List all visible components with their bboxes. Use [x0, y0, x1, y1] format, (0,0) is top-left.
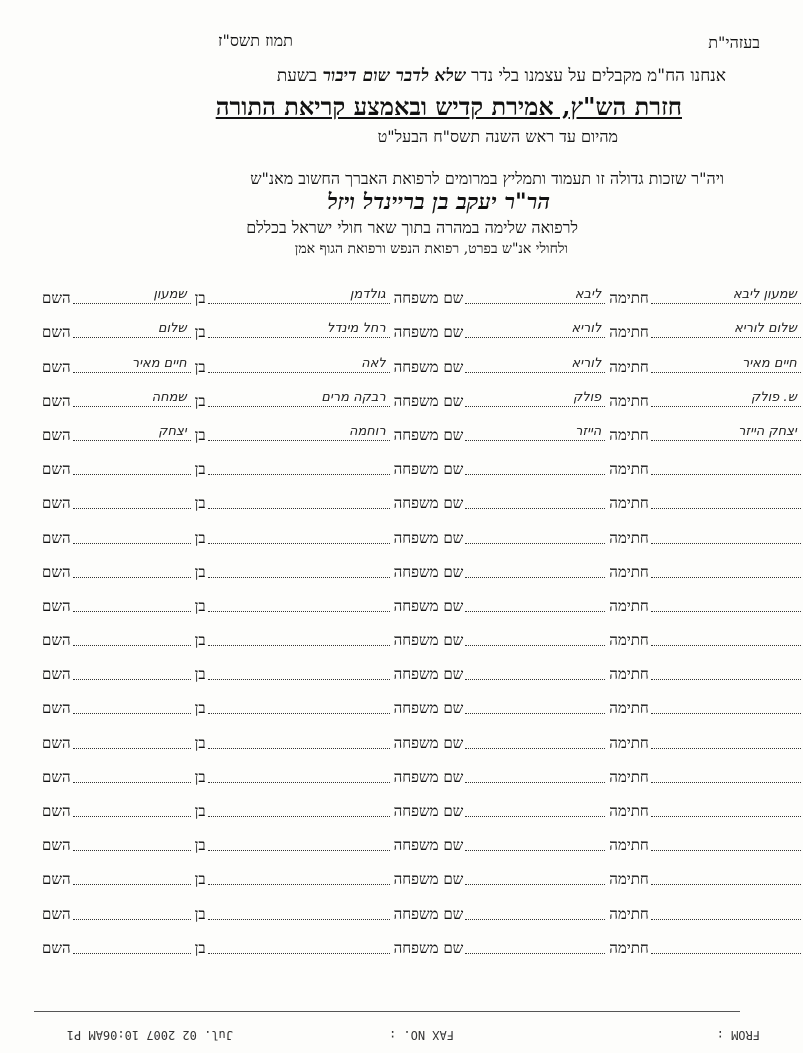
name-field-label: השם — [42, 938, 71, 957]
name-field-handwriting: חיים מאיר — [131, 355, 187, 371]
signature-field[interactable] — [651, 567, 801, 578]
table-row — [40, 684, 740, 718]
name-field-group — [40, 870, 193, 889]
name-field[interactable] — [73, 601, 191, 612]
ben-field-label: בן — [194, 494, 206, 513]
ben-field[interactable] — [208, 533, 390, 544]
table-row — [40, 889, 740, 923]
ben-field[interactable] — [208, 321, 390, 338]
family-name-field[interactable] — [465, 943, 605, 954]
signature-field-label: חתימה — [609, 802, 649, 820]
family-name-field[interactable] — [465, 533, 605, 544]
name-field-label: השם — [42, 802, 71, 820]
name-field[interactable] — [73, 464, 191, 475]
name-field[interactable] — [73, 806, 191, 817]
intro-emphasis: שלא לדבר שום דיבור — [322, 66, 466, 86]
family-name-field-group — [392, 460, 608, 479]
signature-field[interactable] — [651, 355, 801, 373]
ben-field-label: בן — [194, 733, 206, 752]
ben-field[interactable] — [208, 498, 390, 509]
name-field-group — [40, 768, 193, 787]
healing-line-2: ולחולי אנ"ש בפרט, רפואת הנפש ורפואת הגוף אמן — [294, 241, 568, 257]
name-field-label: השם — [42, 596, 71, 615]
footer-divider — [34, 1011, 740, 1012]
signature-field-group — [607, 529, 802, 548]
ben-field[interactable] — [208, 840, 390, 851]
family-name-field-label: שם משפחה — [393, 938, 464, 957]
signature-field[interactable] — [651, 840, 801, 851]
page-title: חזרת הש"ץ, אמירת קדיש ובאמצע קריאת התורה — [215, 92, 682, 121]
family-name-field-label: שם משפחה — [393, 767, 464, 786]
table-row — [40, 548, 740, 582]
ben-field-handwriting: רחל מינדל — [326, 321, 386, 337]
family-name-field-group — [392, 905, 608, 924]
ben-field-group — [193, 460, 392, 479]
name-field-handwriting: יצחק — [158, 423, 187, 439]
ben-field-group — [193, 597, 392, 616]
family-name-field[interactable] — [465, 738, 605, 749]
signature-field[interactable] — [651, 738, 801, 749]
ben-field[interactable] — [208, 806, 390, 817]
ben-field-label: בן — [194, 562, 206, 581]
name-field[interactable] — [73, 738, 191, 749]
family-name-field[interactable] — [465, 703, 605, 714]
ben-field-label: בן — [194, 836, 206, 855]
table-row — [40, 445, 740, 479]
table-row — [40, 718, 740, 752]
ben-field-label: בן — [194, 323, 206, 342]
signature-field-label: חתימה — [609, 904, 649, 923]
ben-field-group — [193, 494, 392, 513]
ben-field-group — [193, 665, 392, 684]
family-name-field[interactable] — [465, 498, 605, 509]
signature-field[interactable] — [651, 423, 801, 441]
healing-line: לרפואה שלימה במהרה בתוך שאר חולי ישראל בכללם — [246, 218, 578, 237]
family-name-field[interactable] — [465, 321, 605, 338]
family-name-field[interactable] — [465, 287, 605, 304]
name-field-group — [40, 563, 193, 582]
signature-field-label: חתימה — [609, 938, 649, 957]
ben-field-label: בן — [194, 631, 206, 650]
name-field[interactable] — [73, 943, 191, 954]
name-field[interactable] — [73, 840, 191, 851]
signature-field-label: חתימה — [609, 494, 649, 513]
name-field-group — [40, 355, 193, 377]
name-field-label: השם — [42, 562, 71, 581]
table-row — [40, 924, 740, 958]
signature-field[interactable] — [651, 909, 801, 920]
signature-field-group — [607, 423, 802, 445]
intro-text-c: בשעת — [276, 66, 318, 86]
name-field[interactable] — [73, 498, 191, 509]
family-name-field-label: שם משפחה — [393, 733, 464, 752]
ben-field-group — [193, 734, 392, 753]
signature-field-label: חתימה — [609, 767, 649, 786]
name-field-label: השם — [42, 289, 71, 308]
ben-field-group — [193, 870, 392, 889]
family-name-field-label: שם משפחה — [393, 562, 464, 581]
name-field-group — [40, 631, 193, 650]
signature-field-group — [607, 870, 802, 889]
name-field[interactable] — [73, 874, 191, 885]
table-row — [40, 787, 740, 821]
name-field-handwriting: שלום — [157, 321, 187, 337]
name-field-group — [40, 460, 193, 479]
family-name-field-label: שם משפחה — [393, 699, 464, 718]
signature-field-label: חתימה — [609, 733, 649, 752]
ben-field[interactable] — [208, 601, 390, 612]
fax-from: FROM : — [716, 1028, 760, 1042]
family-name-field-group — [392, 563, 608, 582]
header-blessing: בעזהי"ת — [708, 33, 760, 52]
name-field[interactable] — [73, 669, 191, 680]
fax-datetime: Jul. 02 2007 10:06AM P1 — [66, 1028, 233, 1042]
family-name-field-group — [392, 699, 608, 718]
header-date: תמוז תשס"ז — [218, 31, 293, 50]
signature-field-label: חתימה — [609, 596, 649, 615]
signature-field[interactable] — [651, 669, 801, 680]
family-name-field-group — [392, 665, 608, 684]
ben-field[interactable] — [208, 738, 390, 749]
name-field-label: השם — [42, 460, 71, 479]
family-name-field-group — [392, 494, 608, 513]
ben-field[interactable] — [208, 389, 390, 407]
ben-field-label: בן — [194, 528, 206, 547]
name-field-group — [40, 836, 193, 855]
ben-field[interactable] — [208, 355, 390, 373]
family-name-field-handwriting: הייזר — [575, 423, 602, 439]
family-name-field-label: שם משפחה — [393, 870, 464, 889]
name-field[interactable] — [73, 567, 191, 578]
ben-field[interactable] — [208, 635, 390, 646]
family-name-field-group — [392, 355, 608, 377]
fax-number: FAX NO. : — [388, 1028, 454, 1042]
signature-field-group — [607, 597, 802, 616]
family-name-field[interactable] — [465, 909, 605, 920]
ben-field[interactable] — [208, 943, 390, 954]
table-row — [40, 616, 740, 650]
signature-field-label: חתימה — [609, 391, 649, 410]
table-row — [40, 650, 740, 684]
family-name-field-label: שם משפחה — [393, 391, 464, 410]
signature-field-label: חתימה — [609, 425, 649, 444]
ben-field[interactable] — [208, 874, 390, 885]
ben-field-label: בן — [194, 767, 206, 786]
family-name-field-label: שם משפחה — [393, 528, 464, 547]
signature-field[interactable] — [651, 287, 801, 304]
name-field-group — [40, 494, 193, 513]
name-field-label: השם — [42, 767, 71, 786]
signature-field[interactable] — [651, 464, 801, 475]
table-row — [40, 753, 740, 787]
ben-field-group — [193, 631, 392, 650]
family-name-field-handwriting: ליבא — [574, 287, 602, 303]
ben-field-label: בן — [194, 425, 206, 444]
family-name-field-handwriting: לוריא — [571, 355, 602, 371]
ben-field-handwriting: גולדמן — [349, 287, 386, 303]
family-name-field-label: שם משפחה — [393, 631, 464, 650]
signature-field[interactable] — [651, 389, 801, 407]
signature-field-label: חתימה — [609, 665, 649, 684]
ben-field-group — [193, 939, 392, 958]
family-name-field-label: שם משפחה — [393, 460, 464, 479]
table-row — [40, 582, 740, 616]
ben-field-label: בן — [194, 870, 206, 889]
signature-field-group — [607, 289, 802, 308]
signature-field-group — [607, 768, 802, 787]
fax-footer — [0, 1024, 778, 1044]
ben-field-label: בן — [194, 938, 206, 957]
family-name-field-label: שם משפחה — [393, 904, 464, 923]
name-field-group — [40, 665, 193, 684]
name-field-group — [40, 699, 193, 718]
family-name-field[interactable] — [465, 840, 605, 851]
name-field[interactable] — [73, 287, 191, 304]
intro-line — [277, 66, 726, 86]
name-field[interactable] — [73, 321, 191, 338]
ben-field-group — [193, 289, 392, 308]
signature-field-label: חתימה — [609, 460, 649, 479]
name-field[interactable] — [73, 909, 191, 920]
name-field-label: השם — [42, 699, 71, 718]
family-name-field-handwriting: פולק — [573, 389, 602, 405]
table-row — [40, 479, 740, 513]
name-field-label: השם — [42, 631, 71, 650]
name-field-label: השם — [42, 665, 71, 684]
ben-field-handwriting: לאה — [361, 355, 386, 371]
signature-field-group — [607, 699, 802, 718]
signature-field-handwriting: חיים מאיר — [741, 355, 797, 371]
family-name-field-label: שם משפחה — [393, 802, 464, 820]
ben-field-group — [193, 423, 392, 445]
ben-field-handwriting: רבקה מרים — [321, 389, 386, 405]
ben-field[interactable] — [208, 703, 390, 714]
signature-field-handwriting: שלום לוריא — [734, 321, 797, 337]
family-name-field-label: שם משפחה — [393, 357, 464, 376]
signature-field-group — [607, 323, 802, 342]
name-field[interactable] — [73, 533, 191, 544]
patient-name: הר"ר יעקב בן בריינדל ויזל — [327, 189, 550, 215]
signature-field[interactable] — [651, 703, 801, 714]
ben-field-label: בן — [194, 904, 206, 923]
ben-field-label: בן — [194, 357, 206, 376]
family-name-field-label: שם משפחה — [393, 836, 464, 855]
signature-field-label: חתימה — [609, 870, 649, 889]
ben-field-label: בן — [194, 460, 206, 479]
intro-text-a: אנחנו הח"מ מקבלים על עצמנו בלי נדר — [471, 66, 726, 86]
signature-field[interactable] — [651, 943, 801, 954]
ben-field-label: בן — [194, 802, 206, 820]
name-field-label: השם — [42, 733, 71, 752]
table-row — [40, 342, 797, 376]
signature-field-label: חתימה — [609, 528, 649, 547]
ben-field-group — [193, 323, 392, 342]
signature-field[interactable] — [651, 533, 801, 544]
name-field-label: השם — [42, 836, 71, 855]
signature-field-label: חתימה — [609, 562, 649, 581]
signature-field-group — [607, 563, 802, 582]
name-field-label: השם — [42, 528, 71, 547]
name-field[interactable] — [73, 423, 191, 441]
name-field-label: השם — [42, 425, 71, 444]
signature-field-group — [607, 460, 802, 479]
family-name-field[interactable] — [465, 355, 605, 373]
signature-field[interactable] — [651, 498, 801, 509]
name-field-group — [40, 734, 193, 753]
family-name-field[interactable] — [465, 635, 605, 646]
name-field[interactable] — [73, 703, 191, 714]
signature-field-group — [607, 494, 802, 513]
name-field[interactable] — [73, 772, 191, 783]
ben-field-group — [193, 355, 392, 377]
name-field-group — [40, 802, 193, 821]
signature-field-group — [607, 836, 802, 855]
ben-field-group — [193, 529, 392, 548]
dedication-line: ויה"ר שזכות גדולה זו תעמוד ותמליץ במרומים לרפואת האברך החשוב מאנ"ש — [250, 169, 724, 188]
signature-field[interactable] — [651, 806, 801, 817]
table-row — [40, 855, 740, 889]
family-name-field-label: שם משפחה — [393, 289, 464, 308]
ben-field[interactable] — [208, 669, 390, 680]
ben-field[interactable] — [208, 423, 390, 441]
signature-field-group — [607, 355, 802, 377]
family-name-field-group — [392, 734, 608, 753]
family-name-field-group — [392, 870, 608, 889]
name-field-handwriting: שמחה — [151, 389, 187, 405]
signature-field-group — [607, 389, 802, 411]
table-row — [40, 308, 797, 342]
table-row — [40, 513, 740, 547]
name-field-label: השם — [42, 870, 71, 889]
ben-field-label: בן — [194, 665, 206, 684]
ben-field[interactable] — [208, 909, 390, 920]
ben-field-label: בן — [194, 699, 206, 718]
family-name-field-group — [392, 768, 608, 787]
name-field-label: השם — [42, 391, 71, 410]
name-field-handwriting: שמעון — [153, 287, 187, 303]
signature-field[interactable] — [651, 874, 801, 885]
family-name-field-group — [392, 389, 608, 411]
name-field[interactable] — [73, 389, 191, 407]
name-field-group — [40, 939, 193, 958]
family-name-field-group — [392, 597, 608, 616]
signature-field-handwriting: יצחק הייזר — [738, 423, 797, 439]
family-name-field-group — [392, 423, 608, 445]
ben-field-group — [193, 389, 392, 411]
family-name-field[interactable] — [465, 669, 605, 680]
table-row — [40, 411, 797, 445]
family-name-field[interactable] — [465, 389, 605, 407]
table-row — [40, 377, 797, 411]
family-name-field[interactable] — [465, 874, 605, 885]
signature-field-label: חתימה — [609, 699, 649, 718]
family-name-field-group — [392, 529, 608, 548]
signature-field[interactable] — [651, 635, 801, 646]
signature-field-group — [607, 631, 802, 650]
signature-field-group — [607, 802, 802, 821]
signature-field-group — [607, 734, 802, 753]
family-name-field-group — [392, 289, 608, 308]
signature-field-group — [607, 939, 802, 958]
name-field[interactable] — [73, 635, 191, 646]
signup-table — [40, 274, 797, 958]
name-field-group — [40, 597, 193, 616]
ben-field-label: בן — [194, 596, 206, 615]
ben-field-group — [193, 905, 392, 924]
ben-field[interactable] — [208, 772, 390, 783]
signature-field-label: חתימה — [609, 323, 649, 342]
signature-field[interactable] — [651, 601, 801, 612]
signature-field[interactable] — [651, 321, 801, 338]
period-line: מהיום עד ראש השנה תשס"ח הבעל"ט — [377, 127, 618, 146]
ben-field-group — [193, 699, 392, 718]
family-name-field[interactable] — [465, 806, 605, 817]
family-name-field-label: שם משפחה — [393, 323, 464, 342]
name-field-label: השם — [42, 904, 71, 923]
ben-field-group — [193, 768, 392, 787]
ben-field[interactable] — [208, 287, 390, 304]
family-name-field-group — [392, 802, 608, 821]
ben-field-handwriting: רוחמה — [348, 423, 386, 439]
table-row — [40, 274, 797, 308]
family-name-field-group — [392, 836, 608, 855]
family-name-field-label: שם משפחה — [393, 596, 464, 615]
name-field-group — [40, 323, 193, 342]
ben-field[interactable] — [208, 567, 390, 578]
family-name-field[interactable] — [465, 567, 605, 578]
ben-field-group — [193, 802, 392, 821]
family-name-field-label: שם משפחה — [393, 425, 464, 444]
family-name-field-label: שם משפחה — [393, 494, 464, 513]
signature-field[interactable] — [651, 772, 801, 783]
family-name-field-group — [392, 631, 608, 650]
name-field-group — [40, 905, 193, 924]
signature-field-handwriting: שמעון ליבא — [732, 287, 797, 303]
name-field-label: השם — [42, 323, 71, 342]
signature-field-handwriting: ש. פולק — [751, 389, 797, 405]
signature-field-label: חתימה — [609, 836, 649, 855]
name-field-label: השם — [42, 357, 71, 376]
signature-field-group — [607, 905, 802, 924]
name-field-group — [40, 423, 193, 445]
signature-field-group — [607, 665, 802, 684]
name-field-label: השם — [42, 494, 71, 513]
signature-field-label: חתימה — [609, 631, 649, 650]
family-name-field[interactable] — [465, 772, 605, 783]
family-name-field-label: שם משפחה — [393, 665, 464, 684]
family-name-field[interactable] — [465, 423, 605, 441]
name-field-group — [40, 389, 193, 411]
family-name-field[interactable] — [465, 464, 605, 475]
name-field[interactable] — [73, 355, 191, 373]
signature-field-label: חתימה — [609, 289, 649, 308]
signature-field-label: חתימה — [609, 357, 649, 376]
ben-field-label: בן — [194, 289, 206, 308]
family-name-field-group — [392, 323, 608, 342]
family-name-field-handwriting: לוריא — [571, 321, 602, 337]
ben-field[interactable] — [208, 464, 390, 475]
table-row — [40, 821, 740, 855]
ben-field-group — [193, 563, 392, 582]
ben-field-group — [193, 836, 392, 855]
name-field-group — [40, 529, 193, 548]
family-name-field-group — [392, 939, 608, 958]
family-name-field[interactable] — [465, 601, 605, 612]
name-field-group — [40, 289, 193, 308]
ben-field-label: בן — [194, 391, 206, 410]
